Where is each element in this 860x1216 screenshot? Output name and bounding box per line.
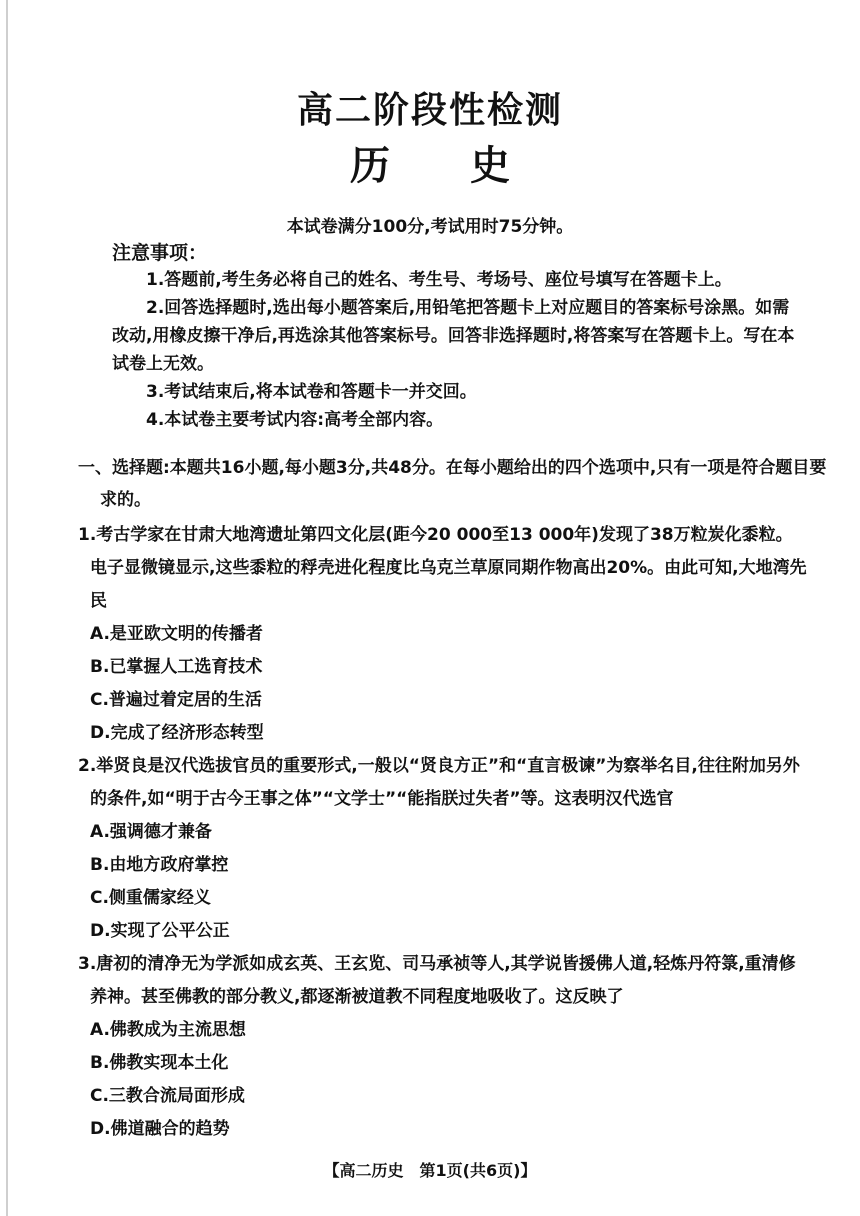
exam-title: 高二阶段性检测: [296, 90, 563, 131]
notice-title: 注意事项：: [112, 242, 208, 264]
notice-item: 2.回答选择题时,选出每小题答案后,用铅笔把答题卡上对应题目的答案标号涂黑。如需改动,用橡皮擦干净后,再选涂其他答案标号。回答非选择题时,将答案写在答题卡上。写在本试卷上无效。: [112, 298, 795, 374]
subject-title: 历史: [350, 143, 590, 189]
question-stem: 3.唐初的清净无为学派如成玄英、王玄览、司马承祯等人,其学说皆援佛人道,轻炼丹符箓,重清修养神。甚至佛教的部分教义,都逐渐被道教不同程度地吸收了。这反映了: [78, 954, 796, 1007]
question-stem: 2.举贤良是汉代选拔官员的重要形式,一般以“贤良方正”和“直言极谏”为察举名目,往往附加另外的条件,如“明于古今王事之体”“文学士”“能指朕过失者”等。这表明汉代选官: [78, 756, 800, 809]
question-stem: 1.考古学家在甘肃大地湾遗址第四文化层(距今20 000至13 000年)发现了38万粒炭化黍粒。电子显微镜显示,这些黍粒的稃壳进化程度比乌克兰草原同期作物高出20%。由此可知,大地湾先民: [78, 525, 807, 611]
notice-item: 4.本试卷主要考试内容:高考全部内容。: [146, 410, 444, 430]
question-1: [78, 519, 808, 750]
exam-info: 本试卷满分100分,考试用时75分钟。: [286, 217, 574, 237]
option-b: B.佛教实现本土化: [90, 1053, 229, 1073]
option-a: A.佛教成为主流思想: [90, 1020, 246, 1040]
option-a: A.是亚欧文明的传播者: [90, 624, 263, 644]
option-b: B.由地方政府掌控: [90, 855, 229, 875]
notice-list: [112, 266, 802, 434]
option-c: C.三教合流局面形成: [90, 1086, 245, 1106]
option-d: D.实现了公平公正: [90, 921, 230, 941]
notice-item: 1.答题前,考生务必将自己的姓名、考生号、考场号、座位号填写在答题卡上。: [146, 270, 732, 290]
question-2: [78, 750, 808, 948]
option-c: C.侧重儒家经义: [90, 888, 211, 908]
section-heading: 一、选择题:本题共16小题,每小题3分,共48分。在每小题给出的四个选项中,只有一项是符合题目要求的。: [78, 458, 827, 510]
notice-item: 3.考试结束后,将本试卷和答题卡一并交回。: [146, 382, 477, 402]
option-a: A.强调德才兼备: [90, 822, 212, 842]
option-c: C.普遍过着定居的生活: [90, 690, 262, 710]
option-b: B.已掌握人工选育技术: [90, 657, 263, 677]
page-footer: 【高二历史 第1页(共6页)】: [323, 1161, 537, 1180]
option-d: D.完成了经济形态转型: [90, 723, 264, 743]
question-list: [78, 519, 808, 1146]
question-3: [78, 948, 808, 1146]
option-d: D.佛道融合的趋势: [90, 1119, 230, 1139]
